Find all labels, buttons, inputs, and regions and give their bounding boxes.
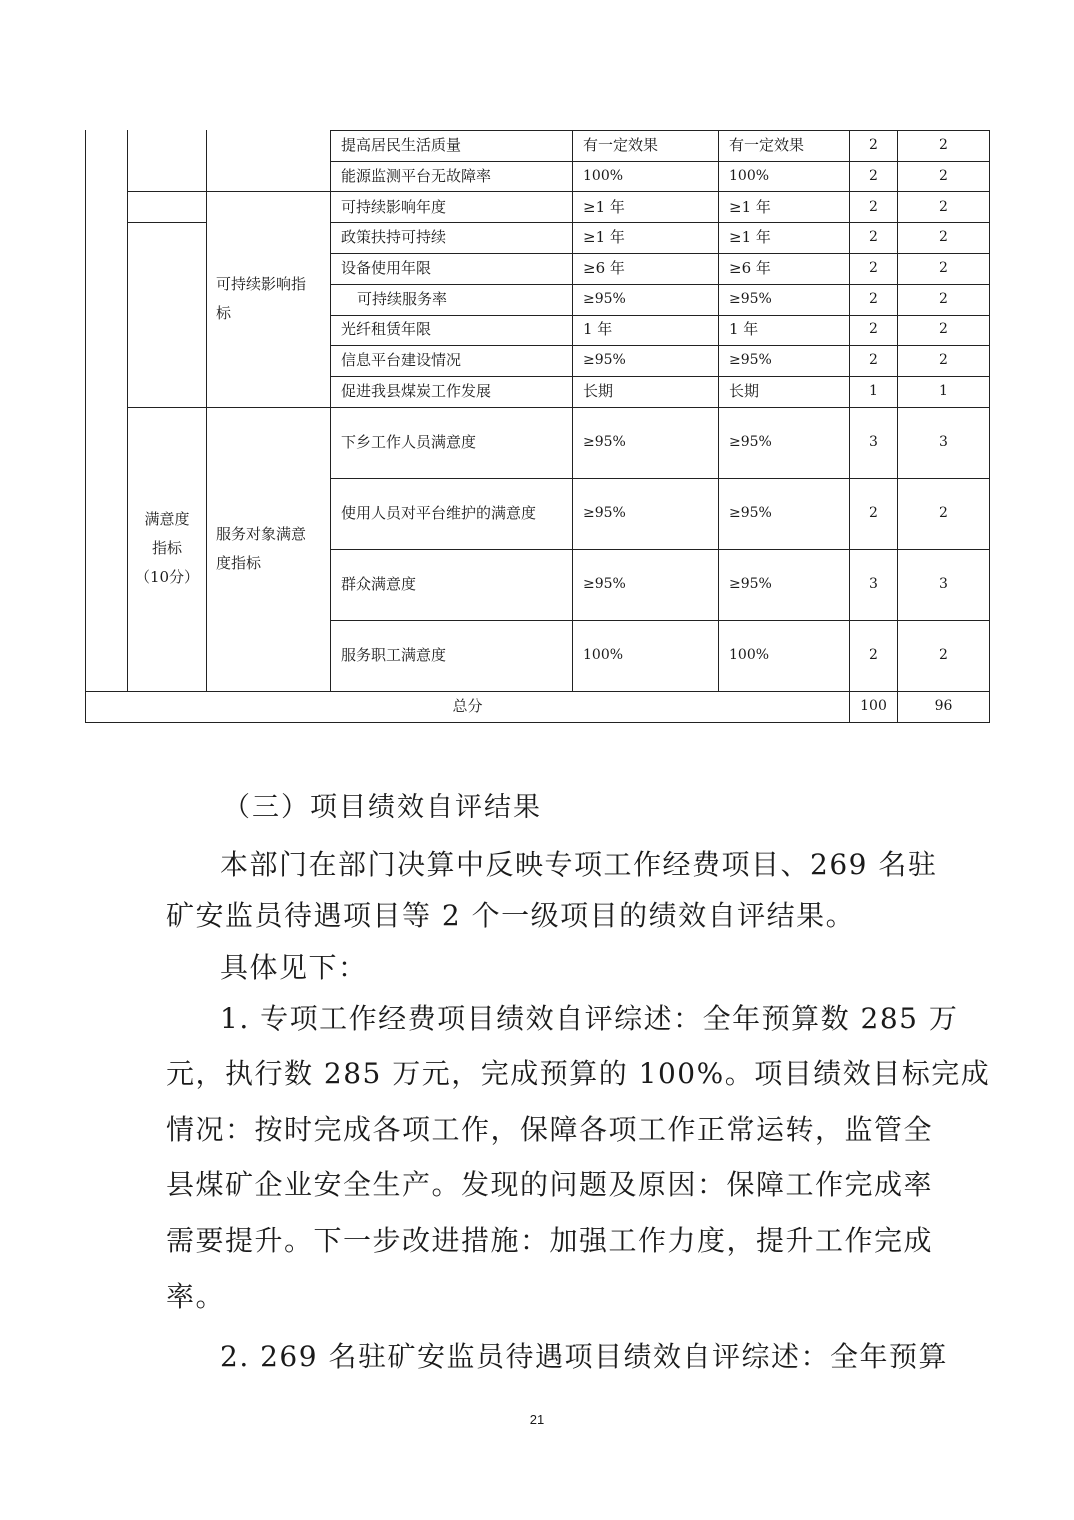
paragraph-line: 率。 xyxy=(166,1280,226,1313)
table-col-line xyxy=(989,130,990,723)
row-weight: 2 xyxy=(869,137,878,153)
paragraph-line: 县煤矿企业安全生产。发现的问题及原因：保障工作完成率 xyxy=(166,1168,934,1201)
row-item: 设备使用年限 xyxy=(341,259,432,277)
row-item: 可持续服务率 xyxy=(357,290,448,308)
table-row-line xyxy=(330,478,990,479)
row-weight: 2 xyxy=(869,505,878,521)
table-col-line xyxy=(897,130,898,723)
row-target: ≥6 年 xyxy=(583,259,625,277)
row-item: 服务职工满意度 xyxy=(341,646,447,664)
row-target: ≥95% xyxy=(583,291,626,307)
row-item: 群众满意度 xyxy=(341,575,417,593)
row-item: 使用人员对平台维护的满意度 xyxy=(341,504,537,522)
table-row-line xyxy=(330,549,990,550)
row-score: 3 xyxy=(939,434,948,450)
table-border-bottom xyxy=(85,722,990,723)
row-score: 1 xyxy=(939,383,948,399)
table-col-line xyxy=(330,130,331,692)
row-target: ≥1 年 xyxy=(583,228,625,246)
row-target: ≥95% xyxy=(583,576,626,592)
row-target: 长期 xyxy=(583,382,614,400)
row-weight: 2 xyxy=(869,647,878,663)
row-weight: 3 xyxy=(869,434,878,450)
row-actual: ≥95% xyxy=(729,352,772,368)
paragraph-line: 情况：按时完成各项工作，保障各项工作正常运转，监管全 xyxy=(166,1113,934,1146)
row-item: 信息平台建设情况 xyxy=(341,351,462,369)
row-weight: 2 xyxy=(869,229,878,245)
sustain-indicator-label: 可持续影响指 标 xyxy=(216,275,307,322)
paragraph-line: 元，执行数 285 万元，完成预算的 100%。项目绩效目标完成 xyxy=(166,1057,991,1090)
row-target: ≥95% xyxy=(583,352,626,368)
table-row-line xyxy=(330,222,990,223)
table-col-line xyxy=(849,130,850,723)
row-actual: ≥95% xyxy=(729,434,772,450)
row-weight: 2 xyxy=(869,199,878,215)
paragraph-line: 2. 269 名驻矿安监员待遇项目绩效自评综述：全年预算 xyxy=(220,1340,948,1373)
row-weight: 2 xyxy=(869,168,878,184)
row-target: ≥95% xyxy=(583,434,626,450)
page-number: 21 xyxy=(529,1412,545,1427)
table-col-line xyxy=(206,130,207,692)
row-score: 2 xyxy=(939,291,948,307)
row-score: 2 xyxy=(939,647,948,663)
total-score: 96 xyxy=(934,698,953,714)
row-weight: 2 xyxy=(869,260,878,276)
paragraph-line: 具体见下： xyxy=(220,951,368,984)
table-border-top xyxy=(330,130,990,131)
row-target: 1 年 xyxy=(583,320,613,338)
service-satisfaction-label: 服务对象满意 度指标 xyxy=(216,525,307,572)
row-score: 3 xyxy=(939,576,948,592)
row-item: 提高居民生活质量 xyxy=(341,136,462,154)
row-score: 2 xyxy=(939,229,948,245)
row-score: 2 xyxy=(939,505,948,521)
row-weight: 1 xyxy=(869,383,878,399)
row-item: 可持续影响年度 xyxy=(341,198,447,216)
paragraph-line: 需要提升。下一步改进措施：加强工作力度，提升工作完成 xyxy=(166,1224,934,1257)
row-actual: ≥6 年 xyxy=(729,259,771,277)
table-col-line xyxy=(85,130,86,723)
row-weight: 2 xyxy=(869,321,878,337)
table-row-line xyxy=(330,161,990,162)
row-actual: 长期 xyxy=(729,382,760,400)
row-score: 2 xyxy=(939,352,948,368)
table-row-line xyxy=(330,284,990,285)
row-target: 100% xyxy=(583,168,624,184)
paragraph-line: 矿安监员待遇项目等 2 个一级项目的绩效自评结果。 xyxy=(166,899,856,932)
row-actual: ≥95% xyxy=(729,291,772,307)
row-actual: ≥1 年 xyxy=(729,198,771,216)
row-actual: 有一定效果 xyxy=(729,136,805,154)
row-item: 促进我县煤炭工作发展 xyxy=(341,382,492,400)
row-target: ≥95% xyxy=(583,505,626,521)
table-row-line xyxy=(330,253,990,254)
table-row-line xyxy=(330,345,990,346)
row-actual: 1 年 xyxy=(729,320,759,338)
row-score: 2 xyxy=(939,137,948,153)
table-row-line xyxy=(330,620,990,621)
table-row-line xyxy=(127,222,207,223)
row-score: 2 xyxy=(939,321,948,337)
row-item: 光纤租赁年限 xyxy=(341,320,432,338)
row-item: 政策扶持可持续 xyxy=(341,228,447,246)
row-actual: 100% xyxy=(729,647,770,663)
row-score: 2 xyxy=(939,260,948,276)
row-score: 2 xyxy=(939,168,948,184)
table-col-line xyxy=(572,130,573,692)
table-row-line xyxy=(85,691,990,692)
row-actual: ≥95% xyxy=(729,505,772,521)
table-row-line xyxy=(127,191,990,192)
row-actual: ≥95% xyxy=(729,576,772,592)
total-weight: 100 xyxy=(860,698,887,714)
total-label: 总分 xyxy=(452,697,483,715)
paragraph-line: 1. 专项工作经费项目绩效自评综述：全年预算数 285 万 xyxy=(220,1002,959,1035)
section-heading: （三）项目绩效自评结果 xyxy=(223,792,542,823)
row-weight: 3 xyxy=(869,576,878,592)
row-score: 2 xyxy=(939,199,948,215)
row-item: 下乡工作人员满意度 xyxy=(341,433,477,451)
table-row-line xyxy=(127,407,990,408)
table-row-line xyxy=(330,376,990,377)
row-target: 有一定效果 xyxy=(583,136,659,154)
table-row-line xyxy=(330,315,990,316)
paragraph-line: 本部门在部门决算中反映专项工作经费项目、269 名驻 xyxy=(220,848,938,881)
row-target: 100% xyxy=(583,647,624,663)
table-col-line xyxy=(718,130,719,692)
table-col-line xyxy=(127,130,128,692)
row-weight: 2 xyxy=(869,291,878,307)
row-weight: 2 xyxy=(869,352,878,368)
row-target: ≥1 年 xyxy=(583,198,625,216)
row-item: 能源监测平台无故障率 xyxy=(341,167,492,185)
row-actual: 100% xyxy=(729,168,770,184)
row-actual: ≥1 年 xyxy=(729,228,771,246)
satisfaction-indicator-label: 满意度 指标 （10分） xyxy=(134,510,200,586)
